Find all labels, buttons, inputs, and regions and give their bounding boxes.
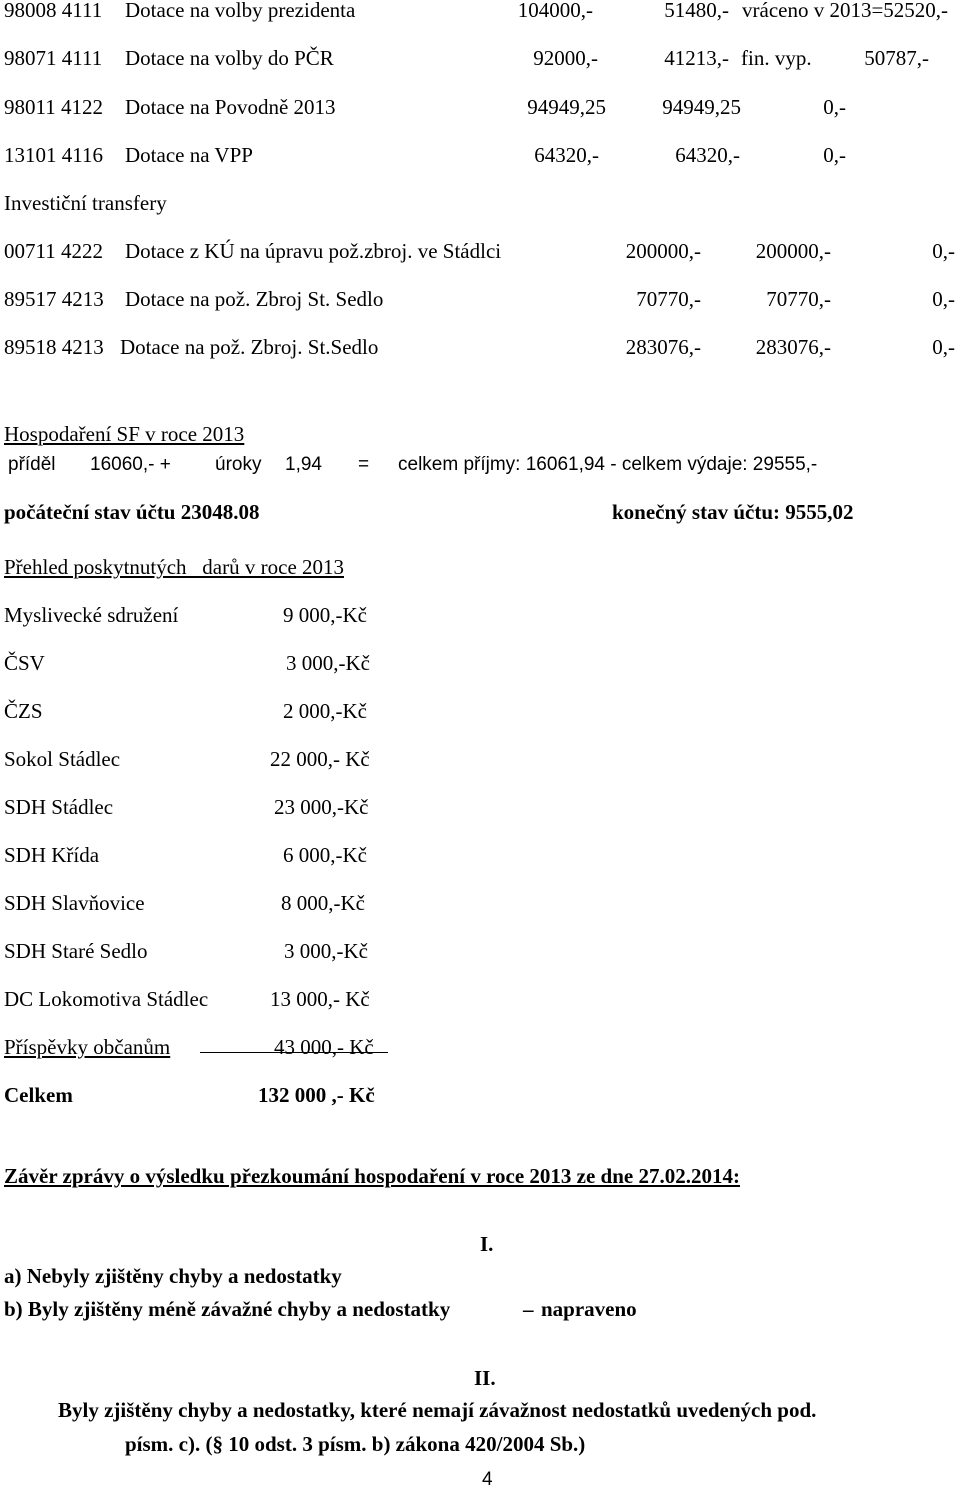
gift-row xyxy=(0,841,960,869)
gift-total-label: Celkem xyxy=(4,1083,73,1107)
row-code: 00711 4222 xyxy=(4,239,103,263)
item-b-dash: – xyxy=(523,1297,534,1321)
row-label: Dotace z KÚ na úpravu pož.zbroj. ve Stádlci xyxy=(125,239,502,263)
gift-total-amount: 132 000 ,- Kč xyxy=(258,1083,375,1107)
section1-numeral-text: I. xyxy=(480,1232,494,1256)
gift-amount: 2 000,-Kč xyxy=(283,699,367,723)
row-note: 0,- xyxy=(823,143,846,167)
item-b-status: napraveno xyxy=(541,1297,637,1321)
item-b-text: b) Byly zjištěny méně závažné chyby a nedostatky xyxy=(4,1297,451,1321)
gift-name: Příspěvky občanům xyxy=(4,1035,171,1059)
gift-row xyxy=(0,697,960,725)
row-note: 0,- xyxy=(932,335,955,359)
gift-name: DC Lokomotiva Stádlec xyxy=(4,987,209,1011)
row-note: 0,- xyxy=(823,95,846,119)
row-label: Dotace na VPP xyxy=(125,143,253,167)
investment-row xyxy=(0,333,960,361)
row-amount2: 200000,- xyxy=(755,239,831,263)
item-a xyxy=(0,1262,960,1290)
row-amount2: 283076,- xyxy=(755,335,831,359)
sf-end-state: konečný stav účtu: 9555,02 xyxy=(612,500,854,524)
sf-interest-label: úroky xyxy=(215,454,262,475)
row-code: 89518 4213 xyxy=(4,335,104,359)
dotace-row xyxy=(0,0,960,24)
item-b xyxy=(0,1295,960,1323)
gift-name: Sokol Stádlec xyxy=(4,747,121,771)
sf-totals: celkem příjmy: 16061,94 - celkem výdaje: 29555,- xyxy=(398,454,818,475)
row-note: 0,- xyxy=(932,287,955,311)
gift-row xyxy=(0,985,960,1013)
conclusion-heading-text: Závěr zprávy o výsledku přezkoumání hospodaření v roce 2013 ze dne 27.02.2014: xyxy=(4,1164,740,1188)
row-amount2: 41213,- xyxy=(664,46,729,70)
page-number-text: 4 xyxy=(482,1469,493,1490)
row-amount1: 200000,- xyxy=(625,239,701,263)
section2-numeral-text: II. xyxy=(474,1366,496,1390)
row-code: 13101 4116 xyxy=(4,143,103,167)
row-note: 0,- xyxy=(932,239,955,263)
section2-numeral xyxy=(0,1364,960,1392)
gift-amount: 6 000,-Kč xyxy=(283,843,367,867)
investment-heading-text: Investiční transfery xyxy=(4,191,167,215)
row-amount1: 94949,25 xyxy=(527,95,606,119)
conclusion-heading xyxy=(0,1162,960,1190)
investment-row xyxy=(0,285,960,313)
gift-name: SDH Staré Sedlo xyxy=(4,939,148,963)
gift-amount: 43 000,- Kč xyxy=(274,1035,374,1059)
sf-heading-text: Hospodaření SF v roce 2013 xyxy=(4,422,245,446)
row-amount1: 70770,- xyxy=(636,287,701,311)
gift-amount: 3 000,-Kč xyxy=(284,939,368,963)
row-amount2: 51480,- xyxy=(664,0,729,22)
sf-equals: = xyxy=(358,454,370,475)
section2-line2 xyxy=(0,1430,960,1458)
sf-interest-value: 1,94 xyxy=(285,454,322,475)
row-label: Dotace na pož. Zbroj St. Sedlo xyxy=(125,287,384,311)
investment-heading xyxy=(0,189,960,217)
gift-name: SDH Stádlec xyxy=(4,795,114,819)
row-amount2: 94949,25 xyxy=(662,95,741,119)
row-amount2: 70770,- xyxy=(766,287,831,311)
gift-name: SDH Křída xyxy=(4,843,100,867)
dotace-row xyxy=(0,44,960,72)
sf-start-state: počáteční stav účtu 23048.08 xyxy=(4,500,260,524)
gift-amount: 23 000,-Kč xyxy=(274,795,369,819)
gift-amount: 9 000,-Kč xyxy=(283,603,367,627)
row-amount1: 283076,- xyxy=(625,335,701,359)
sf-allocation-value: 16060,- + xyxy=(90,454,171,475)
gift-amount: 13 000,- Kč xyxy=(270,987,370,1011)
dotace-row xyxy=(0,93,960,121)
row-note: vráceno v 2013=52520,- xyxy=(742,0,949,22)
gift-total-row xyxy=(0,1081,960,1109)
section1-numeral xyxy=(0,1230,960,1258)
row-note-amount: 50787,- xyxy=(864,46,929,70)
gift-row xyxy=(0,889,960,917)
dotace-row xyxy=(0,141,960,169)
row-label: Dotace na volby prezidenta xyxy=(125,0,356,22)
investment-row xyxy=(0,237,960,265)
row-note: fin. vyp. xyxy=(741,46,812,70)
gift-row xyxy=(0,793,960,821)
row-code: 98008 4111 xyxy=(4,0,103,22)
section2-line1 xyxy=(0,1396,960,1424)
gift-name: Myslivecké sdružení xyxy=(4,603,179,627)
gifts-heading-text: Přehled poskytnutých darů v roce 2013 xyxy=(4,555,345,579)
gift-row xyxy=(0,601,960,629)
section2-line2-text: písm. c). (§ 10 odst. 3 písm. b) zákona 420/2004 Sb.) xyxy=(125,1432,586,1456)
sf-account-states xyxy=(0,498,960,526)
row-amount1: 92000,- xyxy=(533,46,598,70)
row-code: 98011 4122 xyxy=(4,95,103,119)
gift-row xyxy=(0,937,960,965)
gift-amount: 8 000,-Kč xyxy=(281,891,365,915)
row-amount2: 64320,- xyxy=(675,143,740,167)
gifts-heading xyxy=(0,553,960,581)
gift-name: SDH Slavňovice xyxy=(4,891,145,915)
gift-amount: 22 000,- Kč xyxy=(270,747,370,771)
row-label: Dotace na Povodně 2013 xyxy=(125,95,336,119)
gift-row xyxy=(0,745,960,773)
row-amount1: 104000,- xyxy=(517,0,593,22)
item-a-text: a) Nebyly zjištěny chyby a nedostatky xyxy=(4,1264,342,1288)
section2-line1-text: Byly zjištěny chyby a nedostatky, které nemají závažnost nedostatků uvedených pod. xyxy=(58,1398,817,1422)
gift-row xyxy=(0,649,960,677)
gift-name: ČZS xyxy=(4,699,43,723)
gift-row xyxy=(0,1033,960,1061)
sf-allocation-label: příděl xyxy=(8,454,56,475)
row-amount1: 64320,- xyxy=(534,143,599,167)
gift-amount: 3 000,-Kč xyxy=(286,651,370,675)
sf-heading xyxy=(0,420,960,448)
row-label: Dotace na pož. Zbroj. St.Sedlo xyxy=(120,335,379,359)
gift-name: ČSV xyxy=(4,651,45,675)
row-code: 98071 4111 xyxy=(4,46,103,70)
row-code: 89517 4213 xyxy=(4,287,104,311)
row-label: Dotace na volby do PČR xyxy=(125,46,334,70)
sf-balance-line xyxy=(0,451,960,479)
